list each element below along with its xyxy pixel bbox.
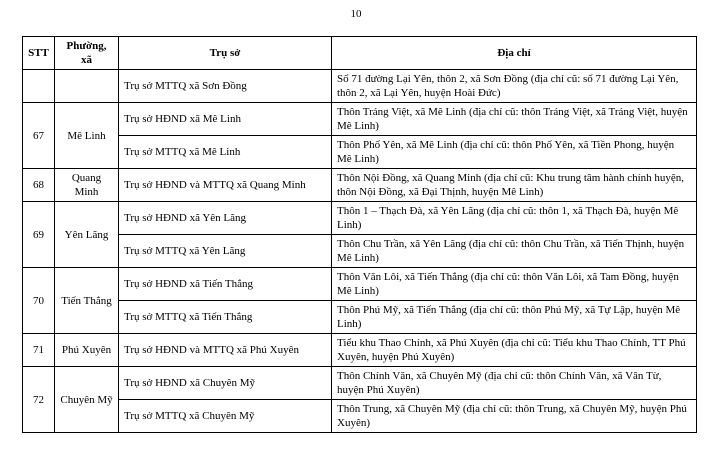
office-cell: Trụ sở HĐND xã Tiến Thắng [119, 268, 332, 301]
address-cell: Thôn Phố Yên, xã Mê Linh (địa chỉ cũ: thôn Phố Yên, xã Tiền Phong, huyện Mê Linh) [332, 136, 697, 169]
office-cell: Trụ sở HĐND và MTTQ xã Quang Minh [119, 169, 332, 202]
office-cell: Trụ sở MTTQ xã Tiến Thắng [119, 301, 332, 334]
stt-cell: 67 [23, 103, 55, 169]
ward-cell [55, 70, 119, 103]
address-cell: Thôn Nội Đồng, xã Quang Minh (địa chỉ cũ: Khu trung tâm hành chính huyện, thôn Nội Đồng, xã Đại Thịnh, huyện Mê Linh) [332, 169, 697, 202]
office-cell: Trụ sở HĐND và MTTQ xã Phú Xuyên [119, 334, 332, 367]
table-row [23, 136, 697, 169]
ward-cell: Chuyên Mỹ [55, 367, 119, 433]
page-number: 10 [350, 8, 362, 20]
header-address: Địa chỉ [332, 37, 697, 70]
ward-cell: Mê Linh [55, 103, 119, 169]
table-header-row [23, 37, 697, 70]
table-row [23, 301, 697, 334]
ward-cell: Phú Xuyên [55, 334, 119, 367]
stt-cell: 72 [23, 367, 55, 433]
office-cell: Trụ sở HĐND xã Mê Linh [119, 103, 332, 136]
address-cell: Thôn Chính Văn, xã Chuyên Mỹ (địa chỉ cũ: thôn Chính Văn, xã Vân Từ, huyện Phú Xuyên) [332, 367, 697, 400]
offices-table [22, 36, 697, 433]
stt-cell: 68 [23, 169, 55, 202]
header-ward: Phường, xã [55, 37, 119, 70]
stt-cell [23, 70, 55, 103]
table-row [23, 103, 697, 136]
table-row [23, 367, 697, 400]
table-row [23, 169, 697, 202]
address-cell: Thôn Văn Lôi, xã Tiến Thắng (địa chỉ cũ: thôn Văn Lôi, xã Tam Đồng, huyện Mê Linh) [332, 268, 697, 301]
table-row [23, 235, 697, 268]
header-office: Trụ sở [119, 37, 332, 70]
ward-cell: Quang Minh [55, 169, 119, 202]
office-cell: Trụ sở MTTQ xã Sơn Đồng [119, 70, 332, 103]
stt-cell: 70 [23, 268, 55, 334]
table-row [23, 70, 697, 103]
address-cell: Thôn 1 – Thạch Đà, xã Yên Lãng (địa chỉ cũ: thôn 1, xã Thạch Đà, huyện Mê Linh) [332, 202, 697, 235]
office-cell: Trụ sở HĐND xã Chuyên Mỹ [119, 367, 332, 400]
table-row [23, 334, 697, 367]
table-row [23, 400, 697, 433]
table-row [23, 202, 697, 235]
address-cell: Thôn Trung, xã Chuyên Mỹ (địa chỉ cũ: thôn Trung, xã Chuyên Mỹ, huyện Phú Xuyên) [332, 400, 697, 433]
address-cell: Số 71 đường Lại Yên, thôn 2, xã Sơn Đồng (địa chỉ cũ: số 71 đường Lại Yên, thôn 2, xã Lại Yên, huyện Hoài Đức) [332, 70, 697, 103]
office-cell: Trụ sở MTTQ xã Yên Lãng [119, 235, 332, 268]
address-cell: Thôn Chu Trần, xã Yên Lãng (địa chỉ cũ: thôn Chu Trần, xã Tiến Thịnh, huyện Mê Linh) [332, 235, 697, 268]
address-cell: Thôn Tráng Việt, xã Mê Linh (địa chỉ cũ: thôn Tráng Việt, xã Tráng Việt, huyện Mê Linh) [332, 103, 697, 136]
address-cell: Tiểu khu Thao Chính, xã Phú Xuyên (địa chỉ cũ: Tiểu khu Thao Chính, TT Phú Xuyên, huyện Phú Xuyên) [332, 334, 697, 367]
address-cell: Thôn Phú Mỹ, xã Tiến Thắng (địa chỉ cũ: thôn Phú Mỹ, xã Tự Lập, huyện Mê Linh) [332, 301, 697, 334]
ward-cell: Tiến Thắng [55, 268, 119, 334]
office-cell: Trụ sở MTTQ xã Chuyên Mỹ [119, 400, 332, 433]
table-row [23, 268, 697, 301]
ward-cell: Yên Lãng [55, 202, 119, 268]
stt-cell: 71 [23, 334, 55, 367]
stt-cell: 69 [23, 202, 55, 268]
office-cell: Trụ sở HĐND xã Yên Lãng [119, 202, 332, 235]
header-stt: STT [23, 37, 55, 70]
office-cell: Trụ sở MTTQ xã Mê Linh [119, 136, 332, 169]
